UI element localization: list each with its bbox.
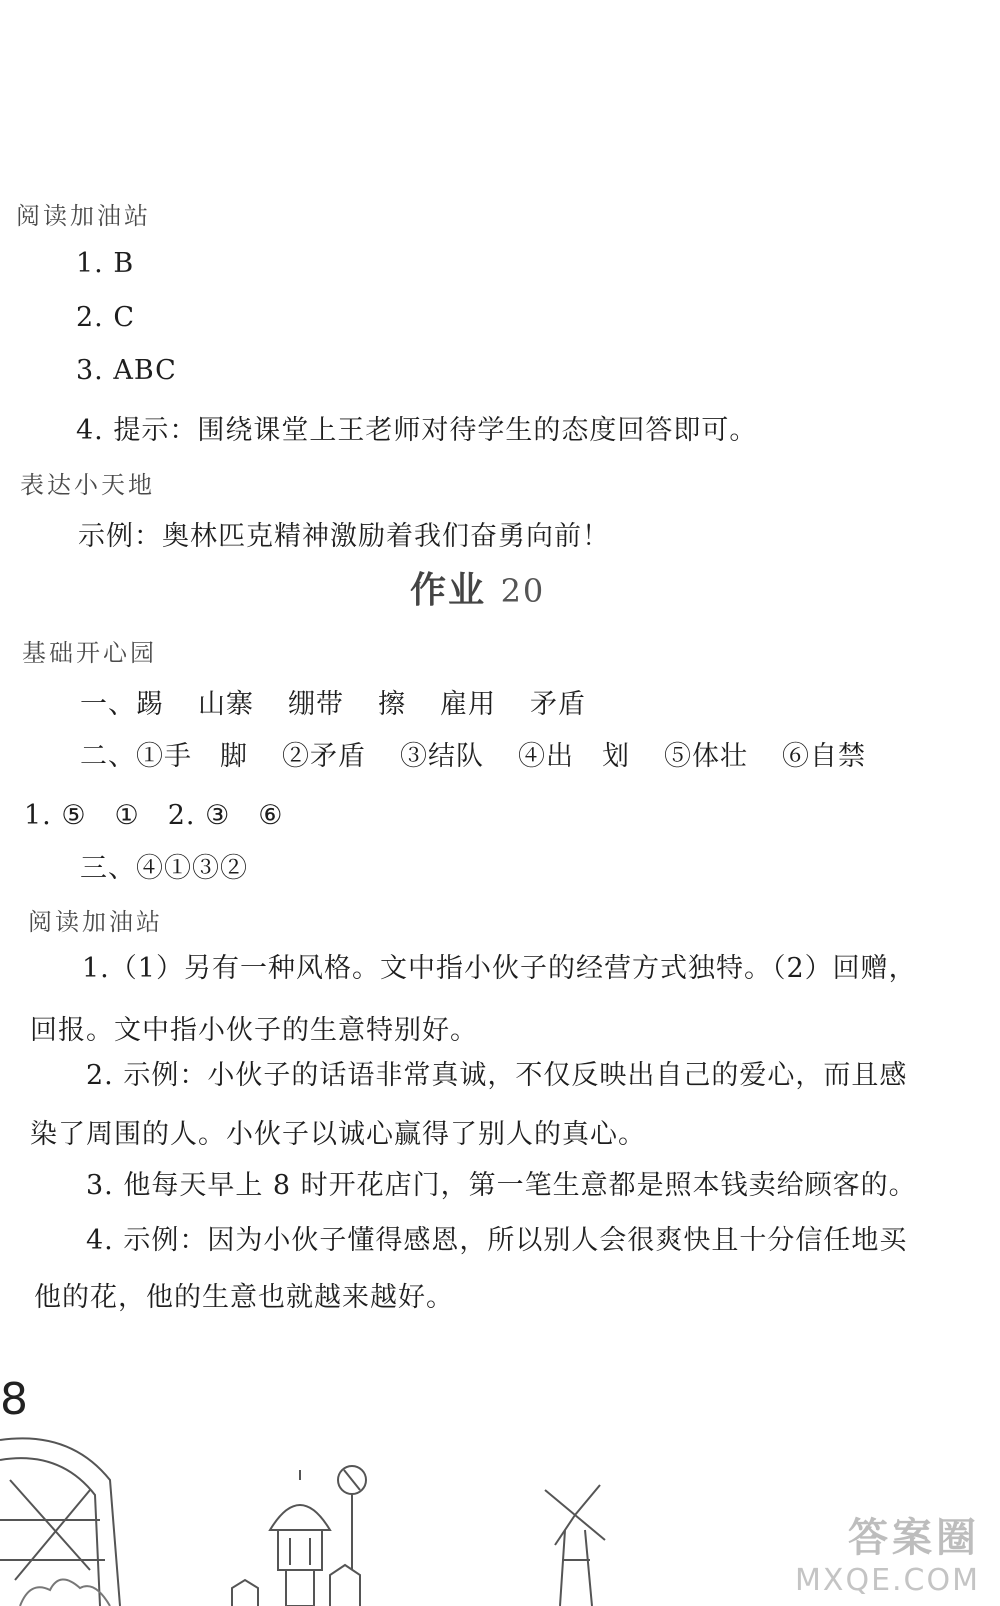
q2-word: ④出 划 [518,741,630,772]
answer-line: 回报。文中指小伙子的生意特别好。 [30,1015,478,1046]
answer-line: 3. ABC [76,355,177,386]
answer-line: 2. C [76,302,136,333]
answer-line-q1 [80,682,586,721]
q1-label: 一、 [80,689,136,720]
section-title-basics: 基础开心园 [22,639,157,667]
q2-word: ③结队 [400,741,484,772]
q1-word: 踢 [136,689,164,720]
answer-line: 4. 示例：因为小伙子懂得感恩，所以别人会很爽快且十分信任地买 [86,1225,908,1256]
answer-line: 3. 他每天早上 8 时开花店门，第一笔生意都是照本钱卖给顾客的。 [86,1170,917,1201]
watermark-title: 答案圈 [848,1515,980,1561]
section-title-reading-2: 阅读加油站 [28,908,163,936]
q1-word: 擦 [378,689,406,720]
q2-label: 二、 [80,741,136,772]
page-number: 8 [0,1374,28,1425]
answer-line: 示例：奥林匹克精神激励着我们奋勇向前！ [78,521,610,552]
homework-title-label: 作业 [410,569,487,611]
answer-line: 4. 提示：围绕课堂上王老师对待学生的态度回答即可。 [76,415,758,446]
q2-word: ⑤体壮 [664,741,748,772]
q2-word: ⑥自禁 [782,741,866,772]
q1-word: 雇用 [440,689,496,720]
q2-word: ①手 脚 [136,741,248,772]
answer-line: 染了周围的人。小伙子以诚心赢得了别人的真心。 [30,1119,646,1150]
answer-line: 1.（1）另有一种风格。文中指小伙子的经营方式独特。（2）回赠， [82,953,917,984]
watermark-url: MXQE.COM [795,1563,980,1598]
section-title-expression: 表达小天地 [20,471,155,499]
answer-line: 2. 示例：小伙子的话语非常真诚，不仅反映出自己的爱心，而且感 [86,1060,908,1091]
answer-line: 他的花，他的生意也就越来越好。 [34,1282,454,1313]
answer-line-q2 [80,734,866,773]
section-title-reading-1: 阅读加油站 [16,202,151,230]
homework-title [410,562,545,613]
homework-title-number: 20 [500,572,546,610]
q1-word: 绷带 [288,689,344,720]
q2-word: ②矛盾 [282,741,366,772]
watermark [770,1506,980,1598]
answer-line: 1. B [76,248,135,279]
q1-word: 矛盾 [530,689,586,720]
q1-word: 山寨 [198,689,254,720]
answer-line-q3: 三、④①③② [80,853,248,884]
answer-line-q2-sub: 1. ⑤ ① 2. ③ ⑥ [24,800,284,831]
